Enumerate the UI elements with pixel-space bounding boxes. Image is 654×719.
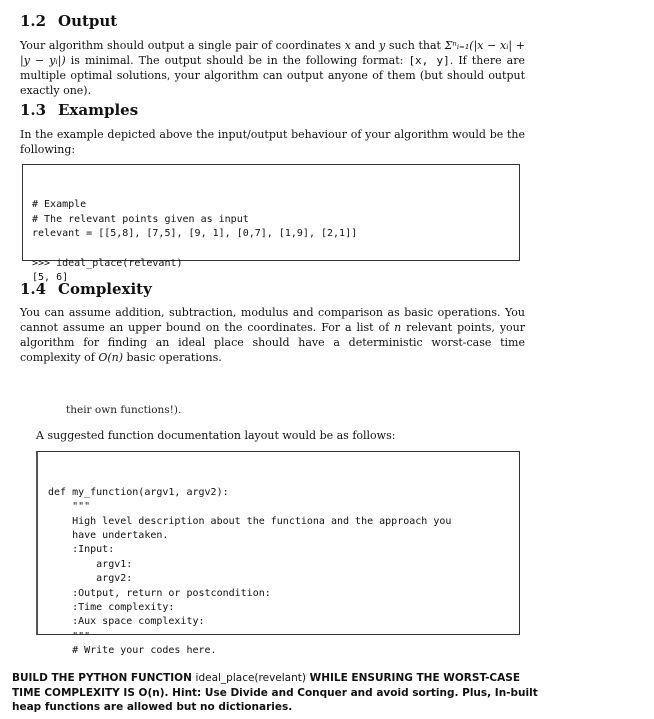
cut-off-text: their own functions!).: [66, 404, 182, 416]
example-code-block: [22, 164, 520, 284]
section-number: 1.4: [20, 280, 47, 298]
examples-paragraph: In the example depicted above the input/output behaviour of your algorithm would be the following:: [20, 128, 525, 156]
note-text: WHILE ENSURING THE WORST-CASE TIME COMPLEXITY IS O(n). Hint: Use Divide and Conquer and avoid sorting. Plus, In-built heap functions are allowed but no dictionaries.: [12, 672, 538, 713]
math-var: x: [344, 39, 351, 52]
code-line: High level description about the functiona and the approach you: [48, 515, 452, 527]
output-text: is minimal. The output should be in the following format:: [65, 54, 409, 67]
code-line: argv1:: [48, 558, 133, 570]
section-heading-output: [20, 12, 117, 30]
code-line: [32, 242, 510, 257]
code-line: # Example: [32, 199, 87, 211]
sum-formula: Σⁿᵢ₌₁(|x − xᵢ| + |y − yᵢ|): [20, 39, 526, 67]
output-text: Your algorithm should output a single pair of coordinates: [20, 39, 345, 52]
big-o: O(n): [98, 351, 124, 364]
section-title: Examples: [58, 101, 139, 119]
code-line: # Write your codes here.: [48, 645, 217, 657]
output-format: [x, y]: [408, 54, 450, 67]
complexity-paragraph: [20, 305, 525, 365]
complexity-text: You can assume addition, subtraction, modulus and comparison as basic operations. You cannot assume an upper bound on the coordinates. For a list of: [20, 306, 525, 334]
code-line: :Aux space complexity:: [48, 616, 205, 628]
note-function-name: ideal_place(revelant): [195, 672, 306, 684]
output-text: . If there are multiple optimal solutions, your algorithm can output anyone of them (but should output exactly one).: [20, 54, 525, 97]
section-heading-examples: [20, 101, 138, 119]
code-line: :Output, return or postcondition:: [48, 587, 271, 599]
section-title: Output: [58, 12, 118, 30]
math-var: n: [394, 321, 402, 334]
template-code-block: [36, 451, 520, 657]
code-line: :Input:: [48, 544, 115, 556]
section-number: 1.3: [20, 101, 47, 119]
note-text: BUILD THE PYTHON FUNCTION: [12, 672, 196, 684]
instruction-note: [12, 671, 548, 715]
output-text: such that: [385, 39, 445, 52]
output-paragraph: [20, 38, 525, 98]
math-var: y: [378, 39, 386, 52]
code-line: relevant = [[5,8], [7,5], [9, 1], [0,7], [1,9], [2,1]]: [32, 228, 358, 240]
complexity-text: relevant points, your algorithm for finding an ideal place should have a deterministic worst-case time complexity of: [20, 321, 525, 364]
code-line: # The relevant points given as input: [32, 213, 249, 225]
section-title: Complexity: [58, 280, 152, 298]
complexity-text: basic operations.: [123, 351, 222, 364]
code-line: def my_function(argv1, argv2):: [48, 486, 229, 498]
code-line: """: [48, 630, 91, 642]
code-line: :Time complexity:: [48, 601, 175, 613]
code-line: argv2:: [48, 573, 133, 585]
section-heading-complexity: [20, 280, 152, 298]
section-number: 1.2: [20, 12, 47, 30]
code-line: [5, 6]: [32, 272, 69, 284]
code-line: """: [48, 501, 91, 513]
code-line: have undertaken.: [48, 529, 169, 541]
template-intro: A suggested function documentation layout would be as follows:: [36, 429, 396, 442]
output-text: and: [350, 39, 379, 52]
code-line: >>> ideal_place(relevant): [32, 257, 183, 269]
